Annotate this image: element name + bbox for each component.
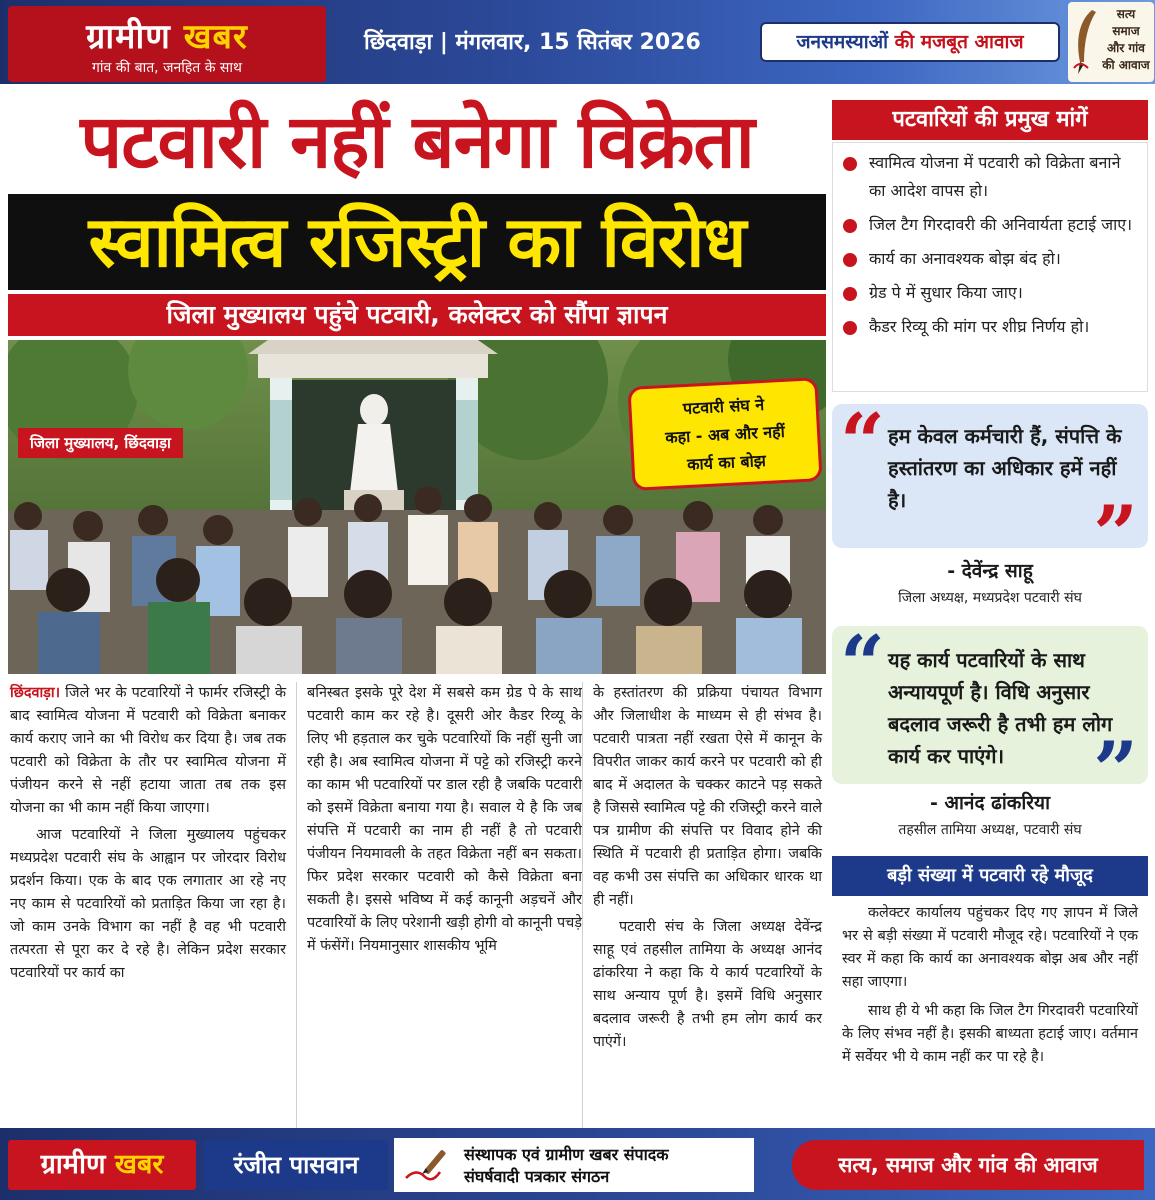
demand-item [833,245,1147,273]
footer-editor-card [394,1138,754,1192]
sidebar [832,94,1148,1124]
open-quote-icon: “ [840,397,885,488]
dateline: छिंदवाड़ा | मंगलवार, 15 सितंबर 2026 [364,30,701,55]
red-dot-icon [843,219,857,233]
footer-editor-role: संस्थापक एवं ग्रामीण खबर संपादक [464,1145,669,1164]
demand-text: कैडर रिव्यू की मांग पर शीघ्र निर्णय हो। [869,317,1090,336]
attendance-paragraph: साथ ही ये भी कहा कि जिल टैग गिरदावरी पटवारियों के लिए संभव नहीं है। इसकी बाध्यता हटाई जाए। वर्तमान में सर्वेयर भी ये काम नहीं कर पा रहे है। [842,1003,1138,1065]
article-column-1 [10,682,286,1200]
demand-text: कार्य का अनावश्यक बोझ बंद हो। [869,249,1061,268]
brand-name [8,12,326,58]
footer-brand-part2: खबर [114,1149,164,1180]
main-headline: पटवारी नहीं बनेगा विक्रेता [80,99,754,185]
brand-logo [8,6,326,82]
footer-brand-part1: ग्रामीण [40,1149,106,1180]
article-paragraph: पटवारी संच के जिला अध्यक्ष देवेंन्द्र साहू एवं तहसील तामिया के अध्यक्ष आनंद ढांकरिया ने कहा कि ये कार्य पटवारियों के साथ अन्याय पूर्ण है। इसमें विधि अनुसार बदलाव जरूरी है तभी हम लोग कार्य कर पाएंगें। [593,919,822,1050]
red-dot-icon [843,253,857,267]
article-text: जिले भर के पटवारियों ने फार्मर रजिस्ट्री के बाद स्वामित्व योजना में पटवारी को विक्रेता बनाकर कार्य कराए जाने का भी विरोध कर दिया है। जब तक पटवारी को विक्रेता के तौर पर स्वामित्व योजना में पंजीयन करने से नहीं हटाया जाता तब तक इस योजना का भी काम नहीं किया जाएगा। [10,685,287,816]
masthead [0,0,1155,84]
attendance-title: बड़ी संख्या में पटवारी रहे मौजूद [832,856,1148,896]
quote-text-2: यह कार्य पटवारियों के साथ अन्यायपूर्ण है। विधि अनुसार बदलाव जरूरी है तभी हम लोग कार्य कर पाएंगे। [888,648,1113,768]
photo-callout [627,377,822,491]
article-paragraph: आज पटवारियों ने जिला मुख्यालय पहुंचकर मध्यप्रदेश पटवारी संघ के आह्वान पर जोरदार विरोध प्रदर्शन किया। एक के बाद एक लगातार आ रहे नए नए काम से पटवारियों को प्रताड़ित किया जा रहा है। जो काम उनके विभाग का नहीं है वह भी पटवारी तत्परता से पूरा कर दे रहे है। लेकिन प्रदेश सरकार पटवारियों पर कार्य का [10,827,286,981]
demand-text: स्वामित्व योजना में पटवारी को विक्रेता बनाने का आदेश वापस हो। [869,153,1121,200]
demands-title: पटवारियों की प्रमुख मांगें [832,100,1148,140]
brand-tagline: गांव की बात, जनहित के साथ [92,60,242,76]
demand-item [833,313,1147,341]
quote-author-1: - देवेंन्द्र साहू [947,560,1033,582]
photo-callout-line1: पटवारी संघ ने [682,394,765,419]
signature-pen-icon [402,1144,458,1186]
demands-list [832,142,1148,392]
red-dot-icon [843,321,857,335]
photo-caption: जिला मुख्यालय, छिंदवाड़ा [18,428,183,458]
article-dateline: छिंदवाड़ा। [10,685,61,701]
demand-text: ग्रेड पे में सुधार किया जाए। [869,283,1023,302]
secondary-headline-band [8,194,826,290]
voice-badge [760,22,1060,62]
photo-callout-line2: कहा - अब और नहीं [664,421,786,448]
quill-emblem [1068,2,1154,82]
quote-attribution-1 [832,556,1148,610]
secondary-headline: स्वामित्व रजिस्ट्री का विरोध [88,201,746,283]
quill-caption-line4: की आवाज [1102,58,1150,72]
quill-pen-icon [1070,8,1100,78]
quote-author-role-2: तहसील तामिया अध्यक्ष, पटवारी संघ [898,822,1082,838]
brand-name-part1: ग्रामीण [86,17,171,57]
quote-author-2: - आनंद ढांकरिया [929,792,1050,814]
article-column-3 [582,682,822,1200]
subheadline: जिला मुख्यालय पहुंचे पटवारी, कलेक्टर को सौंपा ज्ञापन [166,300,668,329]
quill-caption [1098,6,1154,74]
demand-item [833,211,1147,239]
article-paragraph: के हस्तांतरण की प्रक्रिया पंचायत विभाग और जिलाधीश के माध्यम से ही संभव है। पटवारी पात्रता नहीं रखता ऐसे में कानून के विपरीत जाकर कार्य करने पर पटवारी को ही बाद में अदालत के चक्कर काटने पड़ सकते है जिससे स्वामित्व पट्टे की रजिस्ट्री करने वाले पत्र ग्रामीण की संपत्ति पर विवाद होने की स्थिति में पटवारी ही प्रताड़ित होगा। जबकि वह कभी उस संपत्ति का अधिकार धारक था ही नहीं। [593,685,822,908]
brand-name-part2: खबर [183,17,248,57]
red-dot-icon [843,287,857,301]
attendance-paragraph: कलेक्टर कार्यालय पहुंचकर दिए गए ज्ञापन में जिले भर से बड़ी संख्या में पटवारी मौजूद रहे। पटवारियों ने एक स्वर में कहा कि कार्य का अनावश्यक बोझ अब और नहीं सहा जाएगा। [842,905,1138,990]
footer [0,1128,1155,1200]
red-dot-icon [843,157,857,171]
news-photo [8,340,826,674]
subheadline-band [8,294,826,336]
footer-editor-name: रंजीत पासवान [204,1140,388,1190]
footer-brand [8,1140,196,1190]
voice-badge-part2: की मजबूत आवाज [894,31,1024,53]
footer-slogan: सत्य, समाज और गांव की आवाज [792,1140,1144,1190]
quote-attribution-2 [832,788,1148,842]
demand-text: जिल टैग गिरदावरी की अनिवार्यता हटाई जाए। [869,215,1133,234]
attendance-body [832,898,1148,1079]
quill-caption-line2: समाज [1112,24,1140,38]
demand-item [833,149,1147,205]
photo-callout-line3: कार्य का बोझ [686,450,767,475]
article-paragraph [10,682,286,820]
article-column-2 [296,682,582,1200]
close-quote-icon: ” [1093,489,1138,580]
close-quote-icon: ” [1093,725,1138,816]
quote-author-role-1: जिला अध्यक्ष, मध्यप्रदेश पटवारी संघ [898,590,1082,606]
open-quote-icon: “ [840,619,885,710]
quote-text-1: हम केवल कर्मचारी हैं, संपत्ति के हस्तांतरण का अधिकार हमें नहीं है। [888,424,1122,512]
demand-item [833,279,1147,307]
quill-caption-line1: सत्य [1116,7,1136,21]
footer-editor-org: संघर्षवादी पत्रकार संगठन [464,1167,610,1186]
voice-badge-part1: जनसमस्याओं [796,31,889,53]
article-paragraph: बनिस्बत इसके पूरे देश में सबसे कम ग्रेड पे के साथ पटवारी काम कर रहे है। दूसरी ओर कैडर रिव्यू के लिए भी हड़ताल कर चुके पटवारियों कि नहीं सुनी जा रही है। अब स्वामित्व योजना में पट्टे को रजिस्ट्री करने का काम भी पटवारियों पर डाल रही है जबकि पटवारी को इसमें विक्रेता बनाया गया है। सवाल ये है कि जब संपत्ति में पटवारी का नाम ही नहीं है तो पटवारी पंजीयन नियमावली के तहत विक्रेता नहीं बन सकता। फिर प्रदेश सरकार पटवारी को कैसे विक्रेता बना सकती है। इससे भविष्य में कई कानूनी अड़चनें और पटवारियों के लिए परेशानी खड़ी होगी वो कानूनी पचड़े में फंसेंगें। नियमानुसार शासकीय भूमि [307,685,582,954]
quill-caption-line3: और गांव [1107,41,1145,55]
